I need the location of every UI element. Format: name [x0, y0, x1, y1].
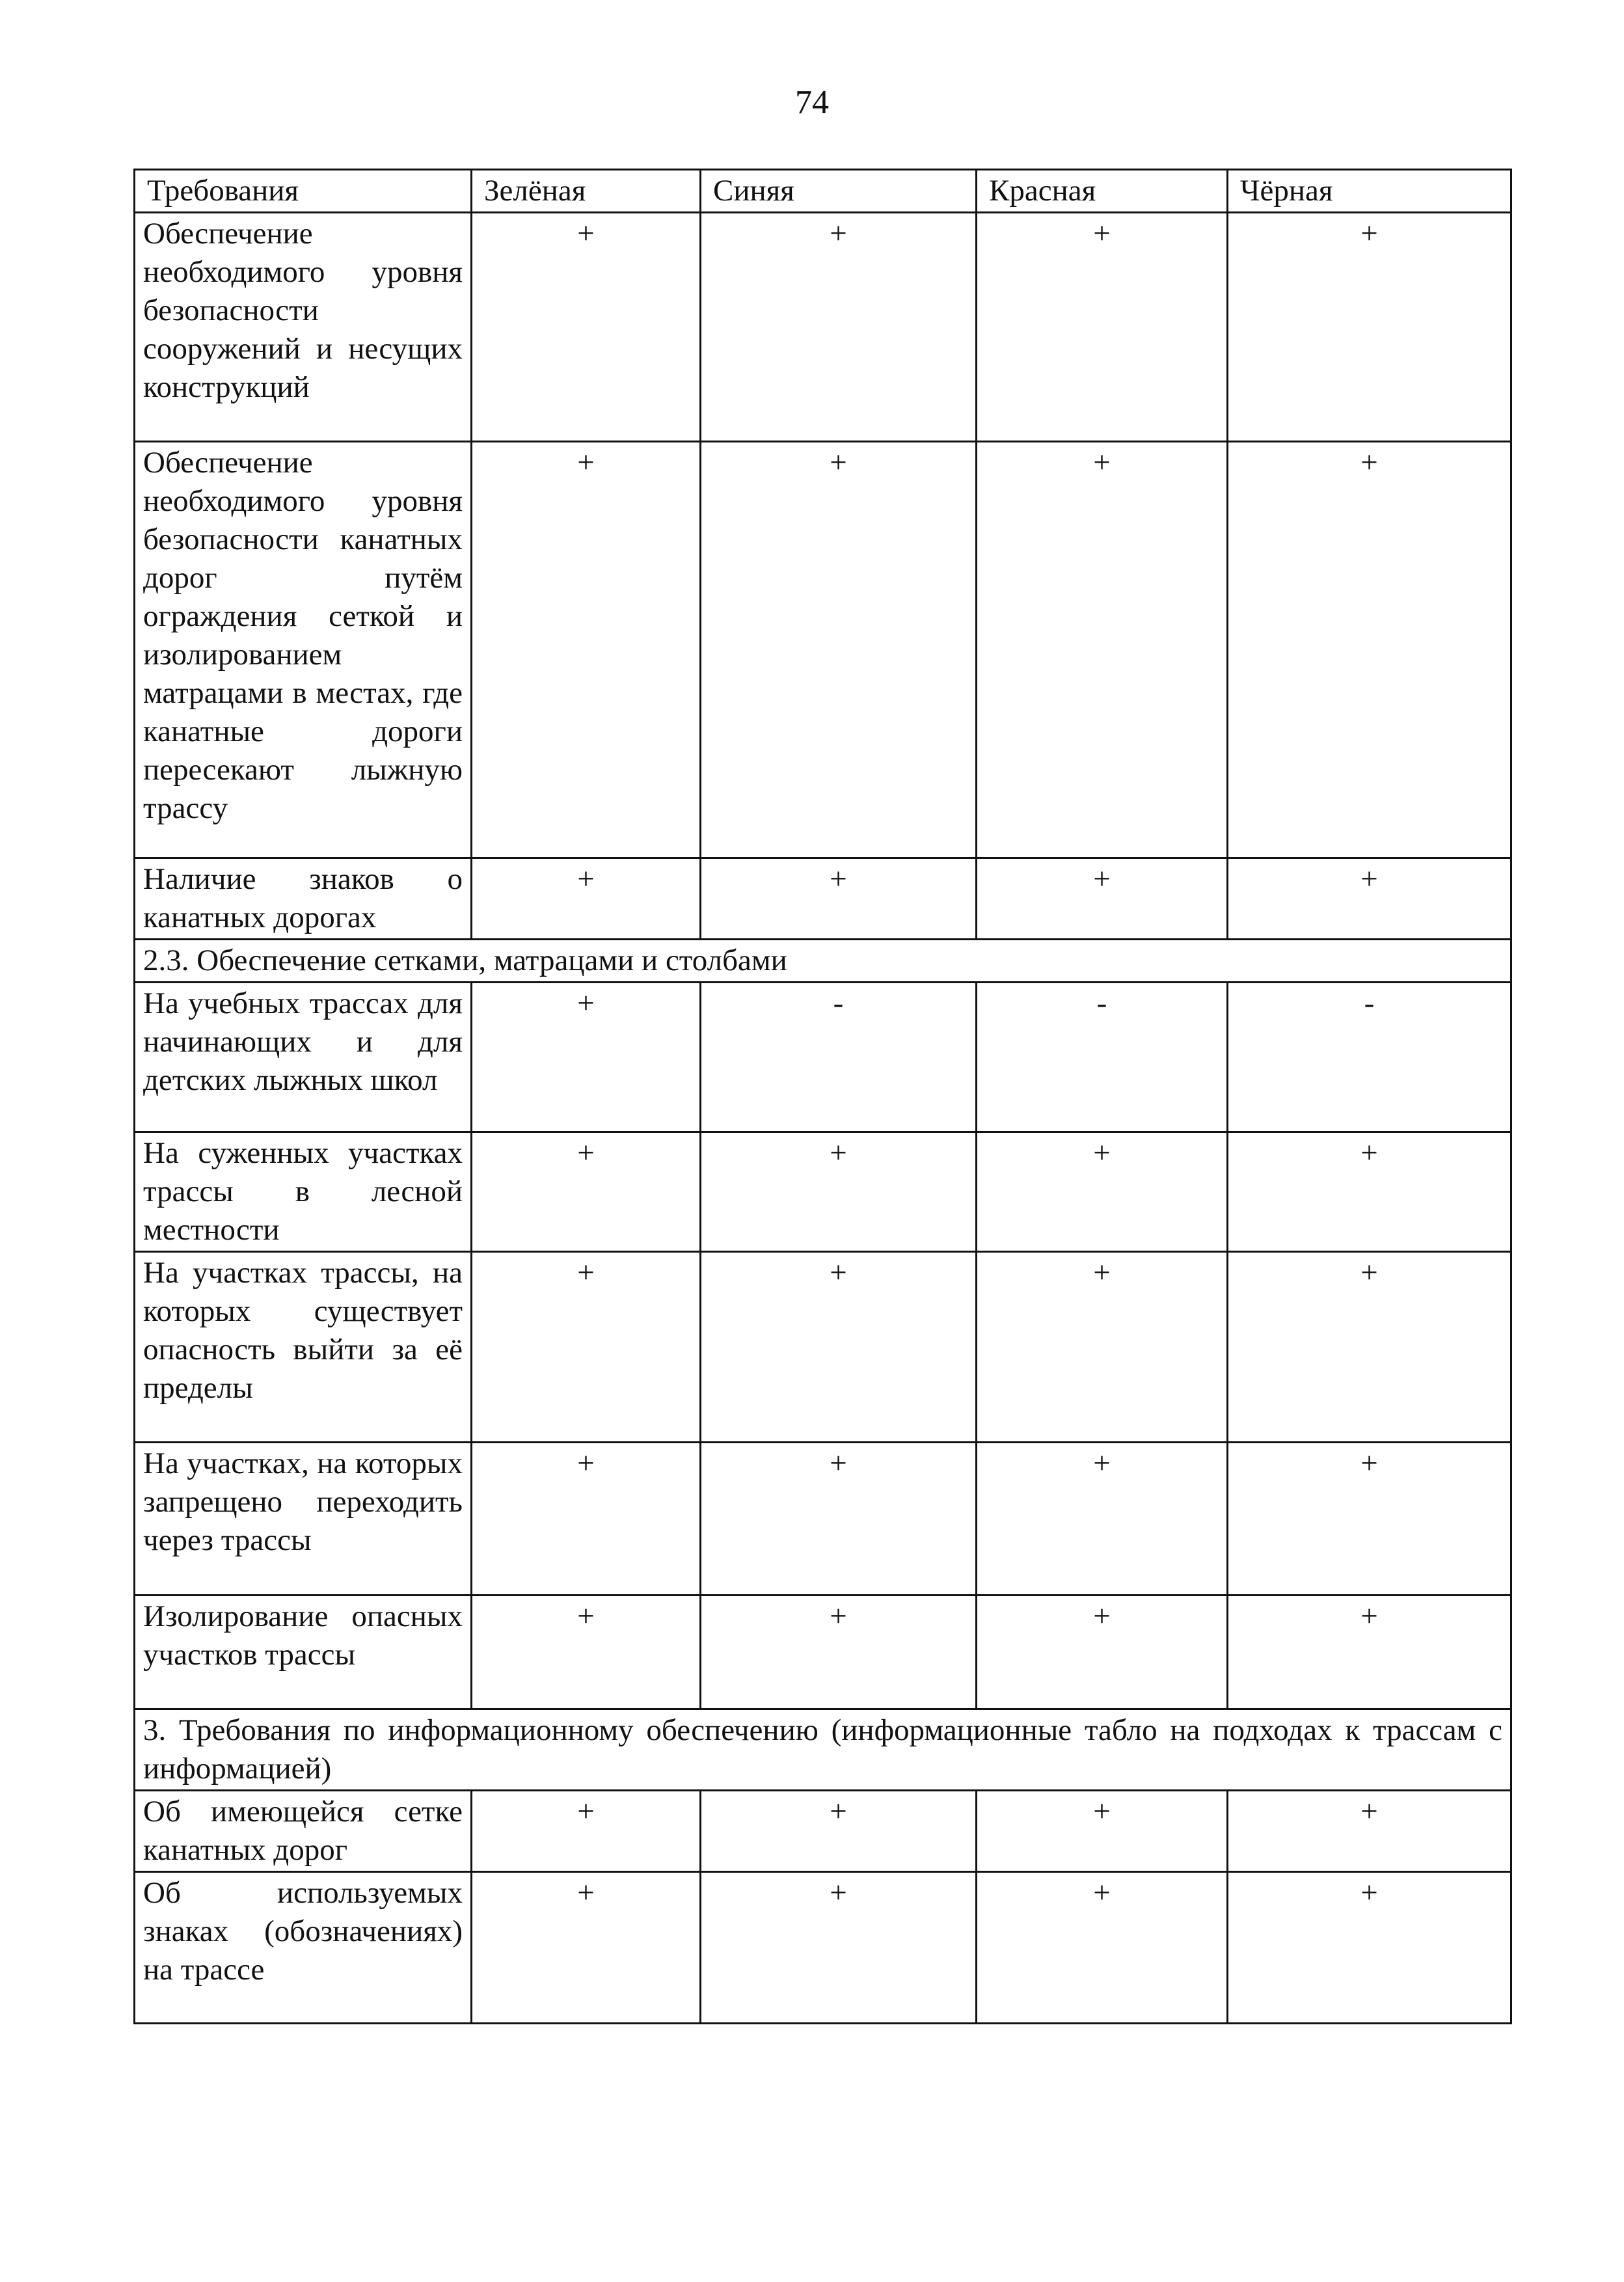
section-heading: 3. Требования по информационному обеспечению (информационные табло на подходах к трассам с информацией)	[135, 1709, 1511, 1791]
mark-green: +	[472, 442, 701, 858]
mark-blue: -	[701, 983, 977, 1132]
mark-blue: +	[701, 858, 977, 940]
mark-red: +	[977, 858, 1228, 940]
mark-red: +	[977, 1252, 1228, 1443]
mark-green: +	[472, 1596, 701, 1709]
mark-blue: +	[701, 1872, 977, 2024]
mark-black: +	[1228, 1872, 1511, 2024]
mark-blue: +	[701, 1596, 977, 1709]
table-row	[135, 1252, 1511, 1443]
mark-green: +	[472, 1252, 701, 1443]
mark-red: -	[977, 983, 1228, 1132]
mark-blue: +	[701, 213, 977, 442]
header-red: Красная	[977, 170, 1228, 213]
page-number: 74	[795, 84, 829, 121]
section-heading: 2.3. Обеспечение сетками, матрацами и столбами	[135, 940, 1511, 983]
requirement-cell: Изолирование опасных участков трассы	[135, 1596, 472, 1709]
table-row	[135, 442, 1511, 858]
requirement-cell: На суженных участках трассы в лесной местности	[135, 1132, 472, 1252]
mark-green: +	[472, 1872, 701, 2024]
header-requirements: Требования	[135, 170, 472, 213]
header-black: Чёрная	[1228, 170, 1511, 213]
header-blue: Синяя	[701, 170, 977, 213]
mark-green: +	[472, 213, 701, 442]
requirement-cell: Об используемых знаках (обозначениях) на трассе	[135, 1872, 472, 2024]
mark-black: +	[1228, 1443, 1511, 1596]
requirement-cell: Обеспечение необходимого уровня безопасности сооружений и несущих конструкций	[135, 213, 472, 442]
table-row	[135, 858, 1511, 940]
table-row	[135, 1596, 1511, 1709]
mark-red: +	[977, 442, 1228, 858]
requirement-cell: Обеспечение необходимого уровня безопасности канатных дорог путём ограждения сеткой и изолированием матрацами в местах, где канатные дороги пересекают лыжную трассу	[135, 442, 472, 858]
section-row	[135, 940, 1511, 983]
mark-green: +	[472, 1443, 701, 1596]
table-row	[135, 213, 1511, 442]
mark-red: +	[977, 213, 1228, 442]
requirement-cell: На участках, на которых запрещено переходить через трассы	[135, 1443, 472, 1596]
requirements-table	[133, 169, 1512, 2024]
table-row	[135, 1443, 1511, 1596]
mark-red: +	[977, 1791, 1228, 1872]
mark-red: +	[977, 1596, 1228, 1709]
mark-red: +	[977, 1872, 1228, 2024]
requirement-cell: Наличие знаков о канатных дорогах	[135, 858, 472, 940]
mark-green: +	[472, 1132, 701, 1252]
mark-black: +	[1228, 442, 1511, 858]
table-row	[135, 1132, 1511, 1252]
requirement-cell: На участках трассы, на которых существует опасность выйти за её пределы	[135, 1252, 472, 1443]
mark-green: +	[472, 983, 701, 1132]
mark-green: +	[472, 1791, 701, 1872]
table-header-row	[135, 170, 1511, 213]
table-row	[135, 1872, 1511, 2024]
mark-black: +	[1228, 1791, 1511, 1872]
mark-black: +	[1228, 858, 1511, 940]
table-row	[135, 1791, 1511, 1872]
mark-black: -	[1228, 983, 1511, 1132]
mark-blue: +	[701, 1132, 977, 1252]
mark-blue: +	[701, 1443, 977, 1596]
mark-red: +	[977, 1132, 1228, 1252]
mark-black: +	[1228, 1596, 1511, 1709]
section-row	[135, 1709, 1511, 1791]
requirement-cell: Об имеющейся сетке канатных дорог	[135, 1791, 472, 1872]
requirement-cell: На учебных трассах для начинающих и для детских лыжных школ	[135, 983, 472, 1132]
mark-red: +	[977, 1443, 1228, 1596]
mark-blue: +	[701, 1252, 977, 1443]
mark-black: +	[1228, 1132, 1511, 1252]
mark-black: +	[1228, 213, 1511, 442]
mark-blue: +	[701, 1791, 977, 1872]
table-body	[135, 213, 1511, 2024]
table-row	[135, 983, 1511, 1132]
mark-green: +	[472, 858, 701, 940]
mark-black: +	[1228, 1252, 1511, 1443]
header-green: Зелёная	[472, 170, 701, 213]
mark-blue: +	[701, 442, 977, 858]
